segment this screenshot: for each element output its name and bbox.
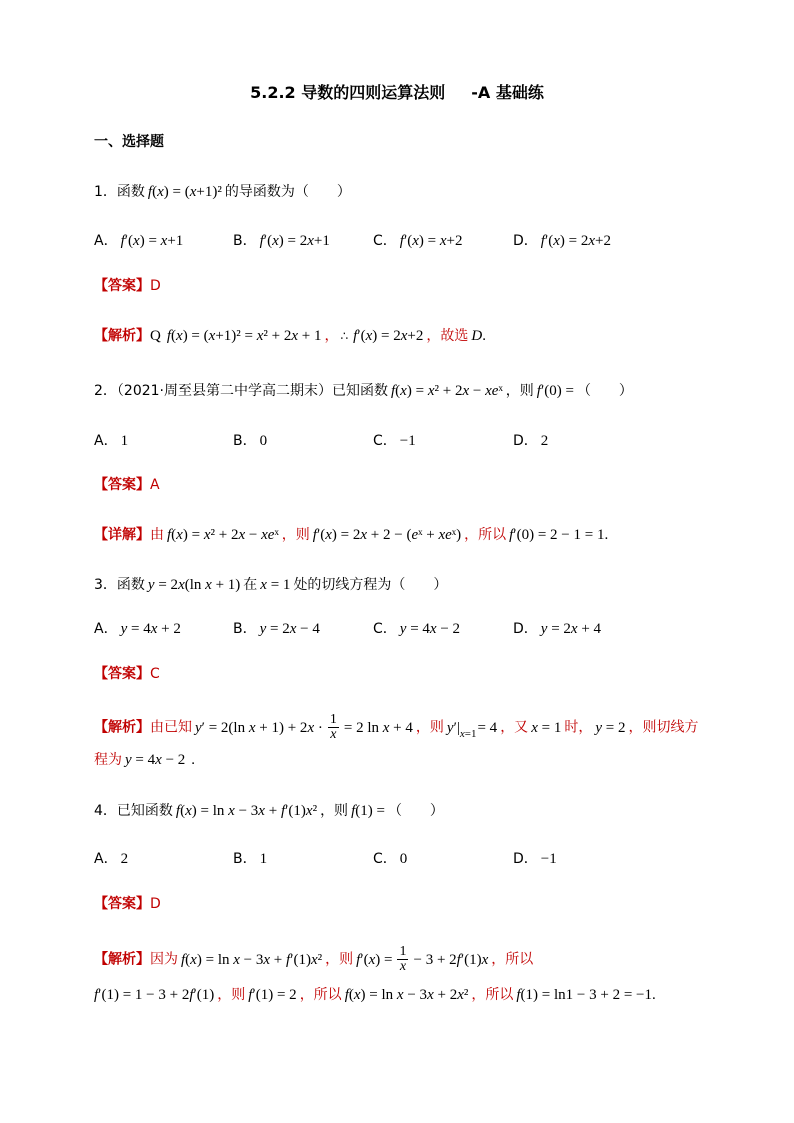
- analysis-text: ，所以: [299, 987, 342, 1003]
- math-variable: f: [147, 184, 153, 200]
- math-variable: f: [399, 233, 404, 249]
- option-value: −1: [399, 433, 416, 449]
- stem-formula: f(x) = (x+1)²: [147, 184, 222, 200]
- stem-text: 的导函数为（ ）: [224, 184, 351, 200]
- math-variable: x: [155, 752, 162, 768]
- math-variable: y: [446, 719, 454, 736]
- math-variable: x: [481, 951, 489, 968]
- option-c: [373, 849, 410, 869]
- analysis-text: ，则切线方: [628, 719, 699, 736]
- math-variable: x: [427, 383, 435, 399]
- math-variable: x: [307, 719, 315, 736]
- math-variable: f: [456, 951, 461, 968]
- page-title: [0, 83, 794, 103]
- math-variable: f: [344, 987, 349, 1003]
- option-value: f′(x) = 2x+1: [259, 233, 330, 249]
- math-variable: e: [445, 527, 452, 543]
- question-3-stem: [94, 575, 447, 595]
- math-variable: y: [540, 621, 548, 637]
- option-c: [373, 619, 463, 639]
- stem-text: 已知函数: [116, 803, 173, 819]
- question-4-answer: [94, 894, 161, 914]
- math-variable: x: [399, 959, 407, 974]
- math-variable: x: [248, 719, 256, 736]
- math-variable: x: [233, 951, 240, 968]
- math-variable: x: [150, 621, 158, 637]
- analysis-symbol: Q: [150, 328, 161, 344]
- math-variable: x: [185, 803, 192, 819]
- question-2-options: [94, 431, 714, 451]
- analysis-formula: D.: [471, 328, 486, 344]
- option-c: [373, 231, 466, 251]
- answer-value: D: [150, 896, 161, 912]
- math-variable: x: [427, 987, 434, 1003]
- option-label: C．: [373, 233, 397, 249]
- analysis-formula: f(x) = ln x − 3x + 2x²: [344, 987, 469, 1003]
- analysis-formula: = 4: [477, 719, 498, 736]
- option-d: [513, 431, 551, 451]
- math-variable: y: [195, 719, 202, 736]
- math-variable: x: [531, 719, 538, 736]
- math-variable: f: [356, 951, 361, 968]
- option-value: y = 4x − 2: [399, 621, 461, 637]
- question-1-answer: [94, 276, 161, 296]
- math-variable: x: [439, 233, 447, 249]
- stem-text: （ ）: [576, 383, 633, 399]
- therefore-symbol: ∴: [340, 329, 349, 343]
- stem-text: ，则: [505, 383, 534, 399]
- fraction-numerator: 1: [329, 712, 337, 727]
- fraction-numerator: 1: [399, 944, 407, 959]
- analysis-text: 因为: [150, 951, 178, 968]
- math-variable: e: [267, 527, 275, 543]
- stem-text: （2021·周至县第二中学高二期末）已知函数: [116, 383, 388, 399]
- math-variable: f: [280, 803, 286, 819]
- section-heading: 一、选择题: [94, 134, 164, 150]
- math-variable: x: [263, 951, 271, 968]
- math-variable: x: [133, 233, 140, 249]
- question-3-analysis-continued: [94, 750, 198, 770]
- math-variable: x: [588, 233, 596, 249]
- math-variable: y: [595, 719, 602, 736]
- stem-text: 函数: [116, 184, 145, 200]
- option-value: 1: [120, 433, 129, 449]
- math-variable: x: [261, 527, 268, 543]
- option-d: [513, 619, 604, 639]
- option-a: [94, 231, 186, 251]
- answer-value: A: [150, 477, 160, 493]
- math-variable: f: [120, 233, 125, 249]
- option-b: [233, 619, 323, 639]
- analysis-text: ，又: [500, 719, 529, 736]
- analysis-formula: f(x) = x² + 2x − xeˣ: [167, 527, 279, 543]
- option-label: A．: [94, 621, 118, 637]
- fraction-denominator: [328, 728, 339, 742]
- question-1-analysis: [94, 326, 489, 346]
- option-value: 2: [120, 851, 129, 867]
- math-variable: x: [178, 577, 185, 593]
- math-variable: x: [272, 233, 279, 249]
- analysis-label: 【解析】: [94, 951, 150, 968]
- analysis-period: .: [191, 752, 196, 768]
- math-variable: D: [471, 328, 483, 344]
- title-main: 5.2.2 导数的四则运算法则: [250, 83, 446, 102]
- option-label: A．: [94, 233, 118, 249]
- analysis-text: ，所以: [464, 527, 507, 543]
- stem-formula: f(1) =: [351, 803, 385, 819]
- analysis-formula: f(1) = ln1 − 3 + 2 = −1.: [516, 987, 656, 1003]
- evaluation-subscript: x=1: [459, 727, 477, 740]
- option-label: B．: [233, 851, 257, 867]
- analysis-formula: x = 1: [531, 719, 562, 736]
- math-variable: f: [351, 803, 356, 819]
- stem-formula: y = 2x(ln x + 1): [147, 577, 241, 593]
- question-4-analysis-continued: [94, 985, 659, 1005]
- math-variable: x: [260, 577, 267, 593]
- analysis-formula: − 3 + 2f′(1)x: [413, 951, 489, 968]
- analysis-text: 时，: [564, 719, 593, 736]
- option-label: C．: [373, 433, 397, 449]
- analysis-formula: y′|: [446, 719, 460, 736]
- question-2-analysis: [94, 525, 611, 545]
- math-variable: x: [176, 328, 183, 344]
- math-variable: x: [400, 328, 408, 344]
- answer-label: 【答案】: [94, 477, 150, 493]
- option-value: y = 4x + 2: [120, 621, 181, 637]
- math-variable: f: [540, 233, 545, 249]
- analysis-text: ，则: [217, 987, 246, 1003]
- math-variable: x: [307, 233, 314, 249]
- analysis-text: ，则: [415, 719, 444, 736]
- question-4-options: [94, 849, 714, 869]
- option-value: f′(x) = x+1: [120, 233, 184, 249]
- math-variable: x: [368, 951, 376, 968]
- math-variable: x: [485, 383, 492, 399]
- math-variable: x: [412, 233, 419, 249]
- math-variable: x: [570, 621, 578, 637]
- math-variable: y: [125, 752, 132, 768]
- math-variable: f: [175, 803, 181, 819]
- math-variable: x: [365, 328, 373, 344]
- stem-text: 函数: [116, 577, 145, 593]
- question-number: 2．: [94, 383, 117, 399]
- option-label: D．: [513, 233, 538, 249]
- stem-formula: f(x) = ln x − 3x + f′(1)x²: [175, 803, 318, 819]
- option-value: f′(x) = x+2: [399, 233, 463, 249]
- analysis-text: ，故选: [426, 328, 469, 344]
- option-value: 2: [540, 433, 549, 449]
- math-variable: x: [157, 184, 164, 200]
- question-2-answer: [94, 475, 160, 495]
- math-variable: x: [176, 527, 183, 543]
- analysis-text: ，则: [325, 951, 354, 968]
- analysis-text: ，则: [281, 527, 310, 543]
- math-variable: x: [396, 987, 404, 1003]
- fraction: [397, 945, 408, 974]
- title-suffix: -A 基础练: [471, 83, 544, 102]
- question-2-stem: [94, 381, 633, 401]
- analysis-formula: f(x) = (x+1)² = x² + 2x + 1: [166, 328, 322, 344]
- math-variable: x: [553, 233, 560, 249]
- math-variable: f: [259, 233, 264, 249]
- analysis-text: 由已知: [150, 719, 192, 736]
- option-label: B．: [233, 433, 257, 449]
- question-3-options: [94, 619, 714, 639]
- math-variable: x: [325, 527, 332, 543]
- math-variable: x: [289, 621, 297, 637]
- stem-formula: f(x) = x² + 2x − xeˣ: [391, 383, 503, 399]
- math-variable: y: [147, 577, 155, 593]
- option-value: 1: [259, 851, 268, 867]
- answer-label: 【答案】: [94, 896, 150, 912]
- math-variable: x: [382, 719, 390, 736]
- math-variable: x: [208, 328, 216, 344]
- question-4-analysis: [94, 944, 534, 974]
- fraction: [328, 713, 339, 742]
- question-1-stem: [94, 182, 351, 202]
- option-label: B．: [233, 621, 257, 637]
- option-value: f′(x) = 2x+2: [540, 233, 612, 249]
- option-value: y = 2x + 4: [540, 621, 602, 637]
- analysis-formula: y = 2: [595, 719, 626, 736]
- math-variable: e: [411, 527, 419, 543]
- option-b: [233, 431, 270, 451]
- question-3-analysis: [94, 712, 699, 742]
- math-variable: f: [189, 987, 194, 1003]
- math-variable: x: [429, 621, 437, 637]
- stem-formula: x = 1: [260, 577, 291, 593]
- answer-label: 【答案】: [94, 666, 150, 682]
- option-label: D．: [513, 621, 538, 637]
- option-a: [94, 849, 131, 869]
- question-number: 3．: [94, 577, 117, 593]
- analysis-formula: f′(x) = 2x + 2 − (eˣ + xeˣ): [312, 527, 462, 543]
- option-value: y = 2x − 4: [259, 621, 320, 637]
- math-variable: y: [399, 621, 407, 637]
- question-number: 4．: [94, 803, 117, 819]
- analysis-formula: f′(x) =: [356, 951, 393, 968]
- math-variable: x: [360, 527, 368, 543]
- math-variable: f: [286, 951, 291, 968]
- math-variable: x: [353, 987, 361, 1003]
- analysis-text: ，: [324, 328, 339, 344]
- math-variable: x: [228, 803, 235, 819]
- answer-label: 【答案】: [94, 278, 150, 294]
- analysis-formula: f′(1) = 1 − 3 + 2f′(1): [94, 987, 215, 1003]
- math-variable: x: [189, 184, 197, 200]
- analysis-label: 【解析】: [94, 719, 150, 736]
- math-variable: f: [94, 987, 99, 1003]
- option-b: [233, 849, 270, 869]
- stem-text: 在: [243, 577, 258, 593]
- math-variable: x: [457, 987, 464, 1003]
- math-variable: f: [167, 527, 172, 543]
- math-variable: x: [238, 527, 246, 543]
- math-variable: x: [330, 727, 337, 742]
- option-a: [94, 619, 184, 639]
- option-value: 0: [399, 851, 408, 867]
- question-3-answer: [94, 664, 160, 684]
- option-label: D．: [513, 433, 538, 449]
- option-label: C．: [373, 621, 397, 637]
- answer-value: D: [150, 278, 161, 294]
- analysis-formula: f′(x) = 2x+2: [353, 328, 424, 344]
- analysis-formula: f′(0) = 2 − 1 = 1.: [509, 527, 609, 543]
- stem-text: （ ）: [387, 803, 444, 819]
- math-variable: x: [258, 803, 265, 819]
- analysis-formula: y′ = 2(ln x + 1) + 2x ·: [195, 719, 323, 736]
- math-variable: f: [166, 328, 172, 344]
- question-4-stem: [94, 801, 444, 821]
- math-variable: y: [120, 621, 128, 637]
- math-variable: f: [248, 987, 253, 1003]
- math-variable: x: [305, 803, 313, 819]
- math-variable: f: [353, 328, 358, 344]
- option-label: D．: [513, 851, 538, 867]
- analysis-label: 【详解】: [94, 527, 150, 543]
- option-label: A．: [94, 433, 118, 449]
- question-1-options: [94, 231, 714, 251]
- option-b: [233, 231, 333, 251]
- math-variable: f: [516, 987, 521, 1003]
- question-number: 1．: [94, 184, 117, 200]
- option-c: [373, 431, 419, 451]
- analysis-formula: = 2 ln x + 4: [343, 719, 413, 736]
- analysis-text: ，所以: [491, 951, 534, 968]
- math-variable: x: [256, 328, 264, 344]
- analysis-formula: f′(1) = 2: [248, 987, 297, 1003]
- math-variable: x: [400, 383, 407, 399]
- option-label: C．: [373, 851, 397, 867]
- stem-formula: f′(0) =: [536, 383, 574, 399]
- option-a: [94, 431, 131, 451]
- math-variable: f: [391, 383, 396, 399]
- option-d: [513, 231, 614, 251]
- math-variable: x: [160, 233, 168, 249]
- answer-value: C: [150, 666, 160, 682]
- math-variable: x: [205, 577, 212, 593]
- option-label: A．: [94, 851, 118, 867]
- math-variable: f: [509, 527, 514, 543]
- math-variable: e: [491, 383, 499, 399]
- analysis-text: 程为: [94, 752, 122, 768]
- option-value: −1: [540, 851, 557, 867]
- analysis-text: 由: [150, 527, 164, 543]
- analysis-text: ，所以: [471, 987, 514, 1003]
- math-variable: x: [291, 328, 299, 344]
- math-variable: x: [462, 383, 470, 399]
- math-variable: x: [203, 527, 211, 543]
- math-variable: y: [259, 621, 267, 637]
- option-value: 0: [259, 433, 268, 449]
- analysis-label: 【解析】: [94, 328, 150, 344]
- math-variable: x: [438, 527, 446, 543]
- stem-text: ，则: [320, 803, 349, 819]
- math-variable: f: [312, 527, 317, 543]
- option-d: [513, 849, 560, 869]
- analysis-formula: f(x) = ln x − 3x + f′(1)x²: [181, 951, 323, 968]
- fraction-denominator: [397, 960, 408, 974]
- math-variable: x: [190, 951, 197, 968]
- analysis-formula: y = 4x − 2: [125, 752, 186, 768]
- option-label: B．: [233, 233, 257, 249]
- stem-text: 处的切线方程为（ ）: [293, 577, 448, 593]
- math-variable: x: [310, 951, 318, 968]
- math-variable: f: [536, 383, 541, 399]
- math-variable: f: [181, 951, 186, 968]
- math-variable: x: [459, 727, 465, 740]
